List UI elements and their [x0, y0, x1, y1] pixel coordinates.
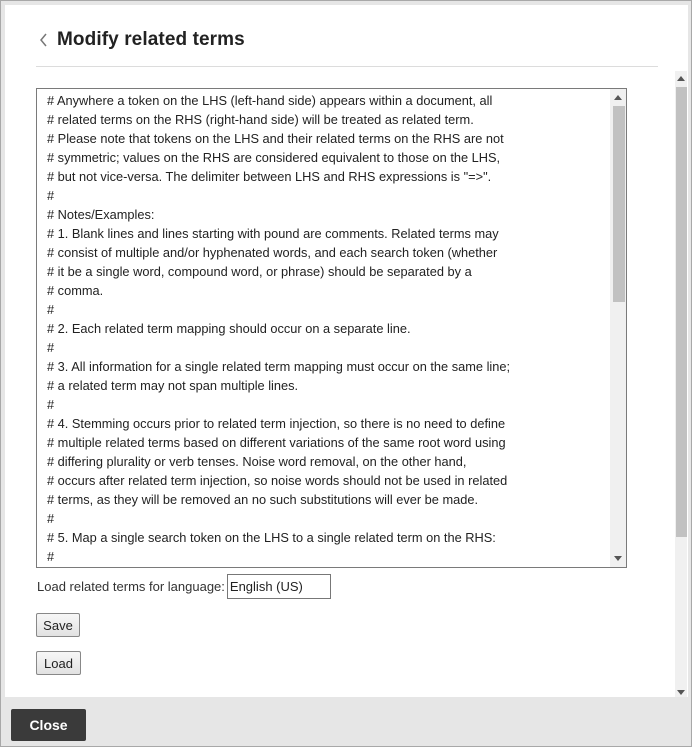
dialog-content-panel [5, 5, 688, 697]
save-button[interactable]: Save [36, 613, 80, 637]
text-line: # [47, 188, 55, 203]
text-line: # 1. Blank lines and lines starting with pound are comments. Related terms may [47, 226, 499, 241]
text-line: # 2. Each related term mapping should occur on a separate line. [47, 321, 411, 336]
text-line: # related terms on the RHS (right-hand side) will be treated as related term. [47, 112, 474, 127]
header-divider [36, 66, 658, 67]
load-button[interactable]: Load [36, 651, 81, 675]
page-scrollbar[interactable] [675, 71, 687, 697]
scroll-up-arrow-icon[interactable] [614, 95, 622, 100]
language-label: Load related terms for language: [37, 579, 225, 594]
language-row [37, 574, 331, 599]
text-line: # occurs after related term injection, so noise words should not be used in related [47, 473, 508, 488]
text-line: # [47, 397, 55, 412]
text-line: # terms, as they will be removed an no such substitutions will ever be made. [47, 492, 479, 507]
dialog-header [35, 25, 245, 55]
text-line: # 3. All information for a single related term mapping must occur on the same line; [47, 359, 511, 374]
text-line: # Notes/Examples: [47, 207, 155, 222]
text-line: # [47, 511, 55, 526]
text-line: # differing plurality or verb tenses. Noise word removal, on the other hand, [47, 454, 467, 469]
text-line: # it be a single word, compound word, or phrase) should be separated by a [47, 264, 472, 279]
page-scroll-thumb[interactable] [676, 87, 687, 537]
related-terms-textarea[interactable] [36, 88, 627, 568]
text-line: # multiple related terms based on different variations of the same root word using [47, 435, 506, 450]
text-line: # Anywhere a token on the LHS (left-hand side) appears within a document, all [47, 93, 493, 108]
text-line: # symmetric; values on the RHS are considered equivalent to those on the LHS, [47, 150, 501, 165]
close-button[interactable]: Close [11, 709, 86, 741]
text-line: # consist of multiple and/or hyphenated words, and each search token (whether [47, 245, 498, 260]
textarea-scroll-thumb[interactable] [613, 106, 625, 302]
language-input[interactable] [227, 574, 331, 599]
text-line: # [47, 302, 55, 317]
text-line: # [47, 549, 55, 564]
text-line: # comma. [47, 283, 104, 298]
page-scroll-down-icon[interactable] [677, 690, 685, 695]
related-terms-text [47, 91, 612, 566]
textarea-scrollbar[interactable] [610, 89, 626, 567]
text-line: # [47, 340, 55, 355]
text-line: # but not vice-versa. The delimiter between LHS and RHS expressions is "=>". [47, 169, 492, 184]
page-title: Modify related terms [57, 29, 245, 50]
text-line: # 5. Map a single search token on the LHS to a single related term on the RHS: [47, 530, 496, 545]
scroll-down-arrow-icon[interactable] [614, 556, 622, 561]
chevron-left-icon[interactable] [35, 30, 51, 50]
text-line: # Please note that tokens on the LHS and their related terms on the RHS are not [47, 131, 504, 146]
page-scroll-up-icon[interactable] [677, 76, 685, 81]
text-line: # a related term may not span multiple lines. [47, 378, 299, 393]
text-line: # 4. Stemming occurs prior to related term injection, so there is no need to define [47, 416, 506, 431]
